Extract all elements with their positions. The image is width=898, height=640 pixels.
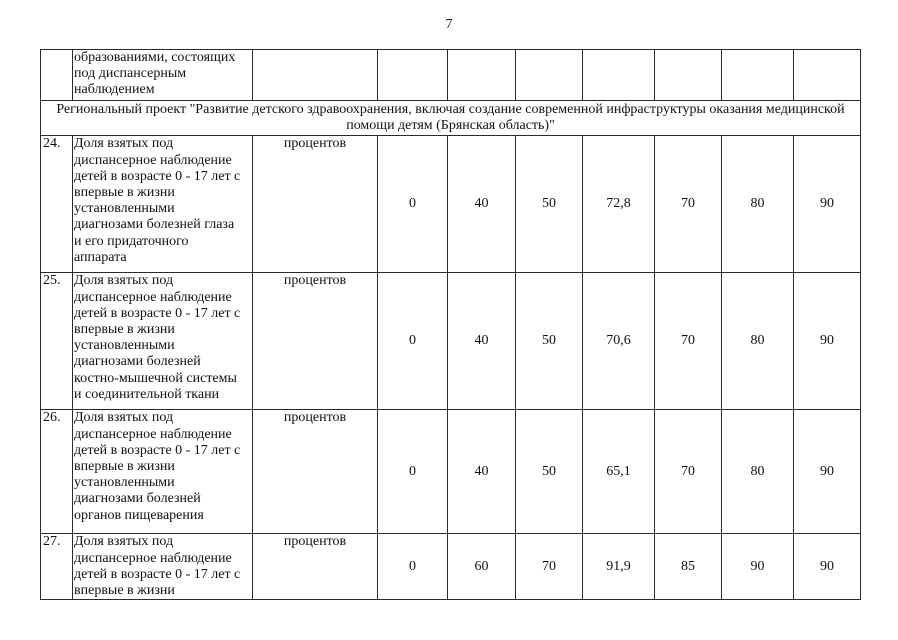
name-line: диспансерное наблюдение <box>74 289 232 305</box>
unit-cell <box>253 50 378 101</box>
value-cell: 40 <box>448 273 516 410</box>
page-number: 7 <box>445 17 453 32</box>
value-cell: 50 <box>516 410 583 534</box>
name-line: установленными <box>74 475 175 491</box>
unit-cell: процентов <box>253 273 378 410</box>
value-cell <box>794 50 861 101</box>
name-line: детей в возрасте 0 - 17 лет с <box>74 305 241 321</box>
name-line: диспансерное наблюдение <box>74 152 232 168</box>
row-number: 26. <box>41 410 73 534</box>
indicator-name-cell <box>73 410 253 534</box>
value-cell: 91,9 <box>583 534 655 600</box>
name-line: Доля взятых под <box>74 410 174 426</box>
value-cell: 65,1 <box>583 410 655 534</box>
unit-cell: процентов <box>253 136 378 273</box>
name-line: детей в возрасте 0 - 17 лет с <box>74 442 241 458</box>
value-cell: 90 <box>794 273 861 410</box>
name-line: под диспансерным <box>74 66 187 82</box>
value-cell: 0 <box>378 534 448 600</box>
name-line: Доля взятых под <box>74 136 174 152</box>
value-cell: 90 <box>794 136 861 273</box>
value-cell: 40 <box>448 410 516 534</box>
name-line: установленными <box>74 201 175 217</box>
name-line: диагнозами болезней <box>74 354 201 370</box>
row-number: 27. <box>41 534 73 600</box>
name-line: диагнозами болезней <box>74 491 201 507</box>
name-line: диспансерное наблюдение <box>74 426 232 442</box>
section-title: Региональный проект "Развитие детского здравоохранения, включая создание современной инфраструктуры оказания медицинской помощи детям (Брянская область)" <box>41 101 861 136</box>
name-line: впервые в жизни <box>74 459 175 475</box>
value-cell: 80 <box>722 410 794 534</box>
value-cell: 50 <box>516 136 583 273</box>
name-line: впервые в жизни <box>74 583 175 599</box>
table-row <box>41 136 861 273</box>
value-cell <box>722 50 794 101</box>
value-cell: 80 <box>722 273 794 410</box>
value-cell: 85 <box>655 534 722 600</box>
value-cell <box>655 50 722 101</box>
section-row <box>41 101 861 136</box>
continuation-row <box>41 50 861 101</box>
name-line: впервые в жизни <box>74 185 175 201</box>
table-row <box>41 273 861 410</box>
value-cell <box>378 50 448 101</box>
value-cell <box>583 50 655 101</box>
value-cell: 0 <box>378 136 448 273</box>
unit-cell: процентов <box>253 410 378 534</box>
indicators-table <box>40 49 861 600</box>
unit-cell: процентов <box>253 534 378 600</box>
value-cell: 0 <box>378 410 448 534</box>
value-cell: 70 <box>516 534 583 600</box>
row-number: 24. <box>41 136 73 273</box>
indicator-name-cell <box>73 50 253 101</box>
indicator-name-cell <box>73 273 253 410</box>
value-cell: 70,6 <box>583 273 655 410</box>
name-line: детей в возрасте 0 - 17 лет с <box>74 566 241 582</box>
row-number-cell <box>41 50 73 101</box>
value-cell: 60 <box>448 534 516 600</box>
indicator-name-cell <box>73 136 253 273</box>
name-line: и соединительной ткани <box>74 386 220 402</box>
name-line: Доля взятых под <box>74 534 174 550</box>
name-line: установленными <box>74 338 175 354</box>
value-cell: 70 <box>655 273 722 410</box>
value-cell: 70 <box>655 136 722 273</box>
value-cell <box>448 50 516 101</box>
name-line: Доля взятых под <box>74 273 174 289</box>
value-cell: 80 <box>722 136 794 273</box>
row-number: 25. <box>41 273 73 410</box>
name-line: диспансерное наблюдение <box>74 550 232 566</box>
name-line: наблюдением <box>74 82 155 98</box>
value-cell: 90 <box>722 534 794 600</box>
name-line: органов пищеварения <box>74 507 204 523</box>
value-cell: 0 <box>378 273 448 410</box>
table-row <box>41 410 861 534</box>
value-cell: 90 <box>794 534 861 600</box>
value-cell: 72,8 <box>583 136 655 273</box>
value-cell: 50 <box>516 273 583 410</box>
table-row <box>41 534 861 600</box>
name-line: костно-мышечной системы <box>74 370 237 386</box>
name-line: образованиями, состоящих <box>74 50 236 65</box>
name-line: аппарата <box>74 249 127 265</box>
indicator-name-cell <box>73 534 253 600</box>
name-line: детей в возрасте 0 - 17 лет с <box>74 168 241 184</box>
name-line: и его придаточного <box>74 233 189 249</box>
name-line: впервые в жизни <box>74 322 175 338</box>
name-line: диагнозами болезней глаза <box>74 217 235 233</box>
value-cell: 90 <box>794 410 861 534</box>
value-cell: 70 <box>655 410 722 534</box>
value-cell: 40 <box>448 136 516 273</box>
value-cell <box>516 50 583 101</box>
